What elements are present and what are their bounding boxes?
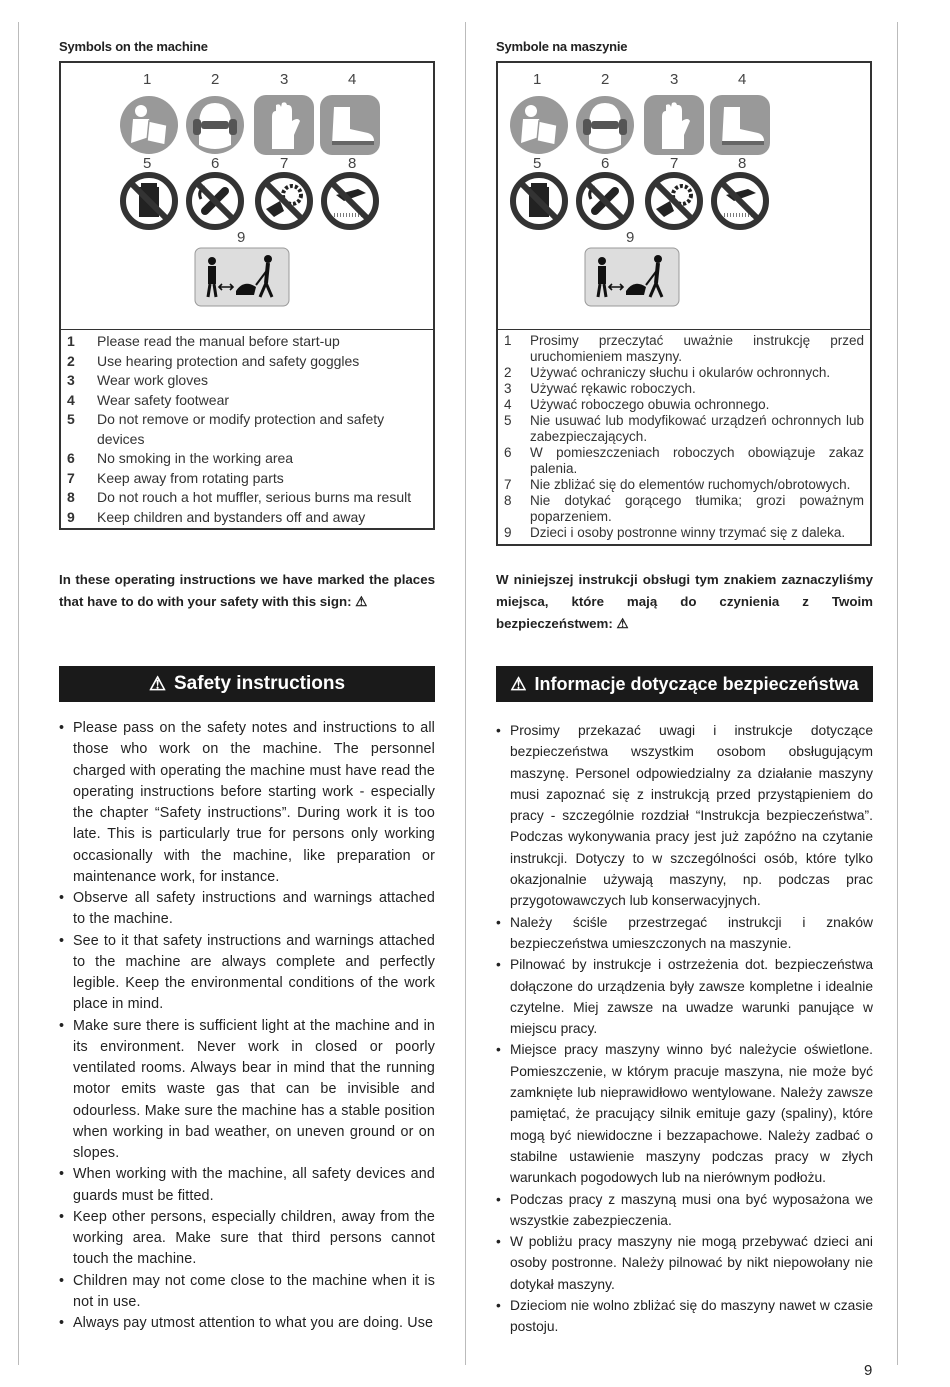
list-item: • Prosimy przekazać uwagi i instrukcje dotyczące bezpieczeństwa wszystkim osobom obsługującym maszynę. Personel odpowiedzialny za działanie maszyny musi zapoznać się z instrukcją przed przystąpieniem do pracy - szczególnie rozdział “Instrukcja bezpieczeństwa”. Podczas wykonywania pracy jest już zapóźno na czytanie instrukcji. Dotyczy to w szczególności osób, które tylko okazjonalnie używają maszyny, np. podczas prac przygotowawczych lub konserwacyjnych. <box>496 720 873 912</box>
safety-sign-intro: W niniejszej instrukcji obsługi tym znakiem zaznaczyliśmy miejsca, które mają do czynienia z Twoim bezpieczeństwem: ⚠ <box>496 572 873 631</box>
work-gloves-icon <box>644 95 704 155</box>
list-item: • Należy ściśle przestrzegać instrukcji i znaków bezpieczeństwa umieszczonych na maszynie. <box>496 912 873 955</box>
hearing-goggles-icon <box>185 95 245 155</box>
center-divider-line <box>465 22 466 1365</box>
list-item: • Observe all safety instructions and warnings attached to the machine. <box>59 888 435 931</box>
legend-row: 7 Nie zbliżać się do elementów ruchomych/obrotowych. <box>504 477 851 492</box>
symbol-number-7: 7 <box>670 155 679 172</box>
symbol-number-8: 8 <box>348 155 357 172</box>
legend-row: 4 Używać roboczego obuwia ochronnego. <box>504 397 770 412</box>
page-number: 9 <box>864 1362 873 1379</box>
list-item: • When working with the machine, all safety devices and guards must be fitted. <box>59 1164 435 1207</box>
keep-bystanders-away-icon <box>194 247 290 307</box>
legend-row: 7 Keep away from rotating parts <box>67 469 284 486</box>
banner-title: Informacje dotyczące bezpieczeństwa <box>534 673 859 694</box>
legend-row: 2 Używać ochraniczy słuchu i okularów ochronnych. <box>504 365 831 380</box>
left-margin-line <box>18 22 19 1365</box>
legend-row: 9 Dzieci i osoby postronne winny trzymać się z daleka. <box>504 525 846 540</box>
safety-instructions-banner <box>59 666 435 702</box>
keep-bystanders-away-icon <box>584 247 680 307</box>
symbol-number-4: 4 <box>738 71 747 88</box>
hot-muffler-icon <box>320 171 380 231</box>
symbol-number-5: 5 <box>143 155 152 172</box>
list-item: • Podczas pracy z maszyną musi ona być wyposażona we wszystkie zabezpieczenia. <box>496 1189 873 1232</box>
symbol-number-8: 8 <box>738 155 747 172</box>
no-remove-guard-icon <box>119 171 179 231</box>
legend-row: 2 Use hearing protection and safety goggles <box>67 352 360 369</box>
legend-row: 9 Keep children and bystanders off and away <box>67 508 366 525</box>
legend-row: 6 No smoking in the working area <box>67 450 294 466</box>
symbols-legend <box>59 329 435 530</box>
legend-row: 8 Nie dotykać gorącego tłumika; grozi poważnym poparzeniem. <box>504 493 864 524</box>
symbol-number-1: 1 <box>143 71 152 88</box>
symbol-number-6: 6 <box>211 155 220 172</box>
symbol-number-3: 3 <box>280 71 289 88</box>
symbols-legend <box>496 329 872 546</box>
legend-row: 1 Please read the manual before start-up <box>67 333 340 349</box>
legend-row: 5 Do not remove or modify protection and safety devices <box>67 411 385 447</box>
read-manual-icon <box>119 95 179 155</box>
symbols-panel <box>496 61 872 329</box>
hearing-goggles-icon <box>575 95 635 155</box>
list-item: • Children may not come close to the machine when it is not in use. <box>59 1271 435 1314</box>
symbol-number-5: 5 <box>533 155 542 172</box>
legend-row: 3 Używać rękawic roboczych. <box>504 381 696 396</box>
symbol-number-1: 1 <box>533 71 542 88</box>
legend-row: 6 W pomieszczeniach roboczych obowiązuje zakaz palenia. <box>504 445 864 476</box>
symbol-number-9: 9 <box>626 229 635 246</box>
read-manual-icon <box>509 95 569 155</box>
list-item: • Dzieciom nie wolno zbliżać się do maszyny nawet w czasie postoju. <box>496 1295 873 1338</box>
symbol-number-6: 6 <box>601 155 610 172</box>
legend-row: 1 Prosimy przeczytać uważnie instrukcję przed uruchomieniem maszyny. <box>504 333 864 364</box>
safety-footwear-icon <box>320 95 380 155</box>
safety-instructions-banner <box>496 666 873 702</box>
safety-sign-intro: In these operating instructions we have marked the places that have to do with your safety with this sign: ⚠ <box>59 572 435 609</box>
no-smoking-icon <box>575 171 635 231</box>
symbol-number-2: 2 <box>601 71 610 88</box>
work-gloves-icon <box>254 95 314 155</box>
symbol-number-2: 2 <box>211 71 220 88</box>
banner-title: Safety instructions <box>174 673 346 694</box>
no-smoking-icon <box>185 171 245 231</box>
warning-icon: ⚠ <box>510 673 527 694</box>
symbols-heading: Symbole na maszynie <box>496 39 628 54</box>
list-item: • W pobliżu pracy maszyny nie mogą przebywać dzieci ani osoby postronne. Należy pilnować by nikt niepowołany nie dotykał maszyny. <box>496 1231 873 1295</box>
legend-row: 5 Nie usuwać lub modyfikować urządzeń ochronnych lub zabezpieczających. <box>504 413 864 444</box>
legend-row: 4 Wear safety footwear <box>67 391 230 408</box>
symbol-number-3: 3 <box>670 71 679 88</box>
symbol-number-9: 9 <box>237 229 246 246</box>
list-item: • Pilnować by instrukcje i ostrzeżenia dot. bezpieczeństwa dołączone do urządzenia były zawsze kompletne i idealnie czytelne. Miej zawsze na uwadze warunki panujące w miejscu pracy. <box>496 954 873 1039</box>
legend-row: 3 Wear work gloves <box>67 372 209 388</box>
list-item: • Keep other persons, especially children, away from the working area. Make sure that third persons cannot touch the machine. <box>59 1207 435 1271</box>
rotating-parts-icon <box>644 171 704 231</box>
hot-muffler-icon <box>710 171 770 231</box>
warning-icon: ⚠ <box>148 673 166 695</box>
rotating-parts-icon <box>254 171 314 231</box>
symbols-panel <box>59 61 435 329</box>
symbol-number-4: 4 <box>348 71 357 88</box>
safety-bullet-list <box>59 718 435 1334</box>
list-item: • Miejsce pracy maszyny winno być należycie oświetlone. Pomieszczenie, w którym pracuje maszyna, nie może być zamknięte lub nieprawidłowo wentylowane. Należy zawsze pamiętać, że pracujący silnik emituje gazy (spaliny), które mogą być niewidoczne i bezzapachowe. Należy zadbać o stabilne ustawienie maszyny podczas pracy w złych warunkach pogodowych lub na nierównym podłożu. <box>496 1039 873 1188</box>
list-item: • See to it that safety instructions and warnings attached to the machine are always complete and perfectly legible. Keep the environmental conditions of the work place in mind. <box>59 931 435 1016</box>
safety-footwear-icon <box>710 95 770 155</box>
legend-row: 8 Do not rouch a hot muffler, serious burns ma result <box>67 489 412 505</box>
list-item: • Always pay utmost attention to what you are doing. Use <box>59 1313 435 1334</box>
symbols-heading: Symbols on the machine <box>59 39 208 54</box>
right-margin-line <box>897 22 898 1365</box>
list-item: • Make sure there is sufficient light at the machine and in its environment. Never work in closed or poorly ventilated rooms. Always bear in mind that the running motor emits waste gas that can be invisible and odourless. Make sure the machine has a stable position when working in bad weather, on uneven ground or on slopes. <box>59 1016 435 1165</box>
no-remove-guard-icon <box>509 171 569 231</box>
safety-bullet-list <box>496 720 873 1338</box>
symbol-number-7: 7 <box>280 155 289 172</box>
list-item: • Please pass on the safety notes and instructions to all those who work on the machine. The personnel charged with operating the machine must have read the operating instructions before starting work - especially the chapter “Safety instructions”. During work it is too late. This is particularly true for persons only working occasionally with the machine, like preparation or maintenance work, for instance. <box>59 718 435 888</box>
